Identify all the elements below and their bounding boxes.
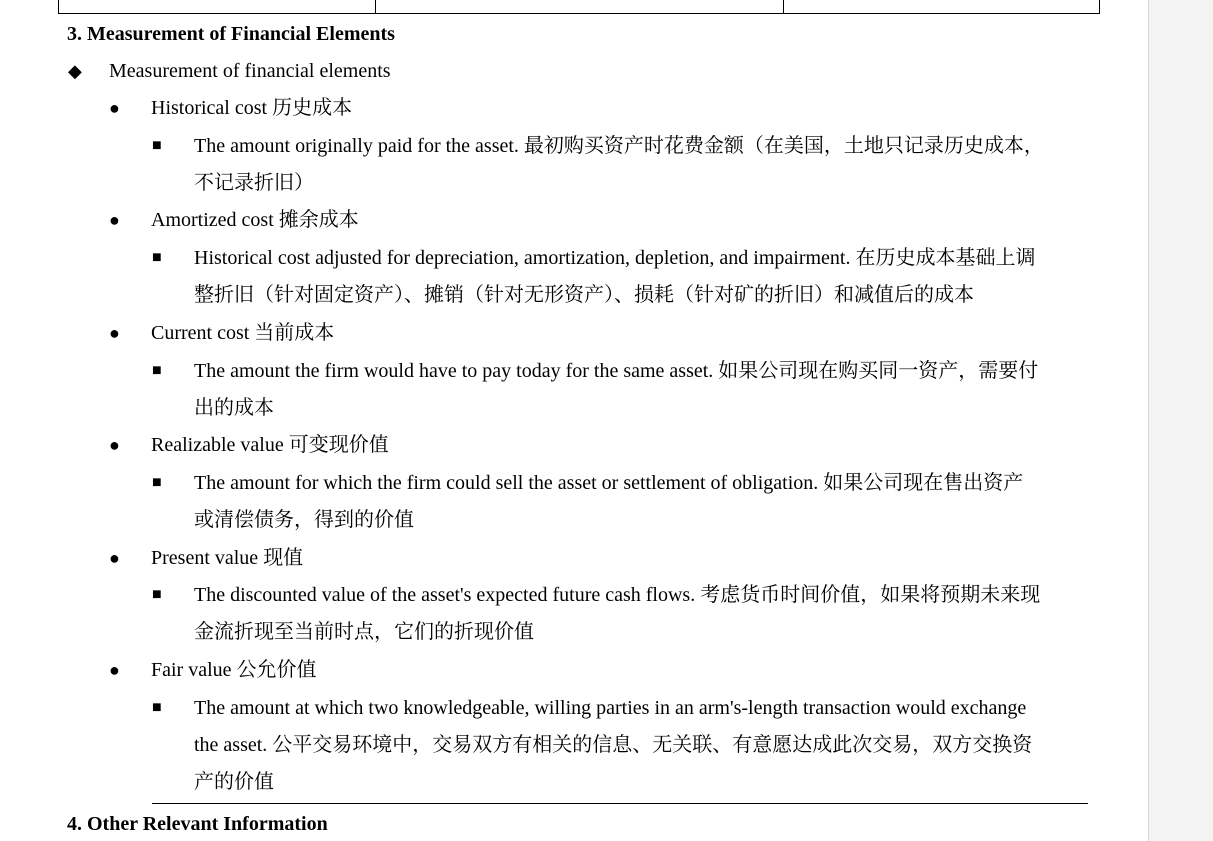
circle-bullet-icon: ● [109, 435, 120, 455]
item-description: 或清偿债务，得到的价值 [194, 509, 414, 531]
square-bullet-icon: ■ [152, 586, 162, 603]
item-description: the asset. 公平交易环境中，交易双方有相关的信息、无关联、有意愿达成此次交易，双方交换资 [194, 734, 1033, 756]
horizontal-divider [152, 803, 1088, 804]
item-description: The amount originally paid for the asset. 最初购买资产时花费金额（在美国，土地只记录历史成本， [194, 135, 1044, 157]
item-label: Historical cost 历史成本 [151, 97, 353, 119]
square-bullet-icon: ■ [152, 474, 162, 491]
table-cell [59, 0, 376, 13]
section-heading: 4. Other Relevant Information [67, 813, 328, 835]
diamond-bullet-icon: ◆ [68, 61, 82, 81]
item-label: Current cost 当前成本 [151, 322, 335, 344]
item-description: 出的成本 [194, 397, 274, 419]
circle-bullet-icon: ● [109, 98, 120, 118]
circle-bullet-icon: ● [109, 210, 120, 230]
table-cell [375, 0, 784, 13]
circle-bullet-icon: ● [109, 660, 120, 680]
item-description: 金流折现至当前时点，它们的折现价值 [194, 621, 534, 643]
section-heading: 3. Measurement of Financial Elements [67, 23, 395, 45]
square-bullet-icon: ■ [152, 249, 162, 266]
circle-bullet-icon: ● [109, 323, 120, 343]
square-bullet-icon: ■ [152, 137, 162, 154]
item-description: The amount for which the firm could sell the asset or settlement of obligation. 如果公司现在售出资产 [194, 472, 1024, 494]
circle-bullet-icon: ● [109, 548, 120, 568]
item-description: 产的价值 [194, 771, 274, 793]
square-bullet-icon: ■ [152, 699, 162, 716]
item-label: Fair value 公允价值 [151, 659, 317, 681]
topic-label: Measurement of financial elements [109, 60, 391, 82]
item-description: 整折旧（针对固定资产）、摊销（针对无形资产）、损耗（针对矿的折旧）和减值后的成本 [194, 284, 974, 306]
side-panel [1148, 0, 1213, 841]
item-description: 不记录折旧） [194, 172, 314, 194]
item-label: Realizable value 可变现价值 [151, 434, 389, 456]
table-row [58, 0, 1100, 14]
item-label: Present value 现值 [151, 547, 304, 569]
square-bullet-icon: ■ [152, 362, 162, 379]
item-description: Historical cost adjusted for depreciation, amortization, depletion, and impairment. 在历史成本基础上调 [194, 247, 1036, 269]
table-cell [783, 0, 1101, 13]
item-label: Amortized cost 摊余成本 [151, 209, 359, 231]
item-description: The amount at which two knowledgeable, willing parties in an arm's-length transaction would exchange [194, 697, 1027, 719]
item-description: The discounted value of the asset's expected future cash flows. 考虑货币时间价值，如果将预期未来现 [194, 584, 1041, 606]
item-description: The amount the firm would have to pay today for the same asset. 如果公司现在购买同一资产，需要付 [194, 360, 1039, 382]
